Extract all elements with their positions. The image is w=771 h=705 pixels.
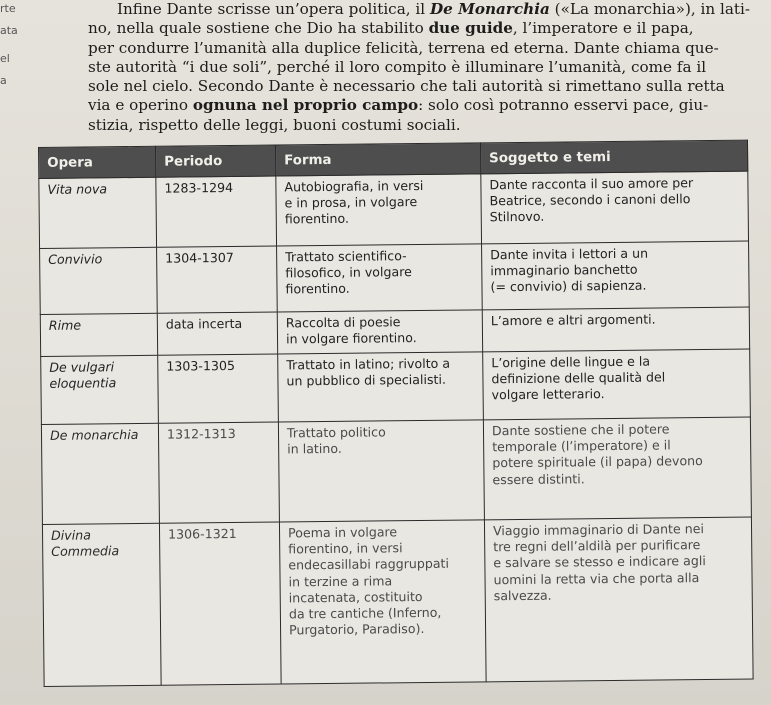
opera-line: Commedia xyxy=(51,543,120,560)
themes-line: L’origine delle lingue e la xyxy=(491,353,651,371)
period-text: 1306-1321 xyxy=(167,525,237,542)
themes-cell xyxy=(483,417,751,520)
period-cell xyxy=(157,246,278,313)
themes-line: Dante invita i lettori a un xyxy=(490,245,649,263)
header-soggetto: Soggetto e temi xyxy=(480,140,747,174)
themes-cell xyxy=(482,241,750,310)
form-line: fiorentino. xyxy=(284,211,350,227)
themes-cell xyxy=(483,349,751,420)
period-cell xyxy=(158,422,279,523)
opera-line: Rime xyxy=(48,317,82,333)
table-row xyxy=(42,517,753,686)
table-row xyxy=(39,171,749,248)
opera-cell xyxy=(41,423,159,524)
intro-line: no, nella quale sostiene che Dio ha stabilito due guide, l’imperatore e il papa, xyxy=(88,19,694,38)
form-line: in terzine a rima xyxy=(288,572,393,590)
themes-line: (= convivio) di sapienza. xyxy=(490,278,647,295)
form-cell xyxy=(278,352,484,422)
form-line: Trattato in latino; rivolto a xyxy=(286,355,451,373)
form-line: endecasillabi raggruppati xyxy=(288,556,450,573)
period-cell xyxy=(156,176,277,247)
period-cell xyxy=(157,312,277,355)
form-line: Trattato scientifico- xyxy=(285,248,407,265)
margin-fragment: el xyxy=(0,52,10,65)
opera-cell xyxy=(41,355,159,424)
intro-line: sole nel cielo. Secondo Dante è necessario che tali autorità si rimettano sulla retta xyxy=(88,77,725,96)
intro-line: stizia, rispetto delle leggi, buoni costumi sociali. xyxy=(88,115,461,134)
period-text: 1304-1307 xyxy=(165,249,234,266)
table-row xyxy=(40,307,749,356)
themes-line: e salvare se stesso e indicare agli xyxy=(493,553,706,571)
form-line: e in prosa, in volgare xyxy=(284,194,418,211)
intro-line: ste autorità “i due soli”, perché il loro compito è illuminare l’umanità, come fa il xyxy=(88,57,707,76)
form-cell xyxy=(277,310,482,354)
opera-cell xyxy=(40,247,158,314)
opera-line: Vita nova xyxy=(47,181,108,197)
form-line: incatenata, costituito xyxy=(288,588,423,606)
themes-line: immaginario banchetto xyxy=(490,261,638,279)
themes-line: essere distinti. xyxy=(492,470,585,487)
themes-line: salvezza. xyxy=(493,587,552,604)
form-line: filosofico, in volgare xyxy=(285,264,412,281)
period-text: 1312-1313 xyxy=(166,425,236,442)
themes-line: volgare letterario. xyxy=(491,386,605,403)
period-cell xyxy=(159,522,281,685)
themes-line: temporale (l’imperatore) e il xyxy=(492,437,671,455)
opera-cell xyxy=(39,177,157,248)
works-table xyxy=(38,140,753,687)
form-line: in latino. xyxy=(287,441,342,457)
themes-cell xyxy=(484,517,753,682)
table-row xyxy=(41,417,751,524)
period-text: 1283-1294 xyxy=(164,179,234,196)
opera-line: Divina xyxy=(50,527,92,543)
form-line: da tre cantiche (Inferno, xyxy=(288,604,442,622)
form-line: Autobiografia, in versi xyxy=(284,177,424,195)
margin-fragment: rte xyxy=(0,2,16,15)
themes-line: Viaggio immaginario di Dante nei xyxy=(492,521,705,539)
opera-line: De vulgari xyxy=(49,359,115,375)
intro-line: Infine Dante scrisse un’opera politica, il De Monarchia («La monarchia»), in lati- xyxy=(117,0,751,18)
period-text: 1303-1305 xyxy=(166,357,236,374)
themes-line: potere spirituale (il papa) devono xyxy=(492,453,703,471)
opera-line: De monarchia xyxy=(49,426,139,443)
intro-line: via e operino ognuna nel proprio campo: solo così potranno esservi pace, giu- xyxy=(88,96,709,115)
form-line: Trattato politico xyxy=(286,424,386,441)
header-periodo: Periodo xyxy=(155,145,275,177)
themes-line: Dante sostiene che il potere xyxy=(491,421,670,439)
opera-cell xyxy=(42,523,161,686)
form-line: un pubblico di specialisti. xyxy=(286,371,447,389)
table-row xyxy=(40,241,750,314)
themes-line: Beatrice, secondo i canoni dello xyxy=(489,191,691,209)
form-line: Purgatorio, Paradiso). xyxy=(288,621,425,638)
opera-line: Convivio xyxy=(48,251,103,267)
intro-line: per condurre l’umanità alla duplice felicità, terrena ed eterna. Dante chiama que- xyxy=(88,38,719,57)
form-line: Raccolta di poesie xyxy=(285,314,401,331)
table-row xyxy=(41,349,751,424)
header-forma: Forma xyxy=(275,143,480,176)
header-opera: Opera xyxy=(39,146,156,178)
form-line: fiorentino, in versi xyxy=(288,540,403,557)
opera-cell xyxy=(40,313,157,356)
margin-fragment: ata xyxy=(0,24,18,37)
themes-line: definizione delle qualità del xyxy=(491,369,666,387)
themes-cell xyxy=(481,171,749,244)
form-cell xyxy=(277,244,483,312)
form-line: Poema in volgare xyxy=(287,524,398,541)
form-line: in volgare fiorentino. xyxy=(285,330,417,347)
form-cell xyxy=(279,520,486,684)
form-line: fiorentino. xyxy=(285,281,350,297)
form-cell xyxy=(276,174,482,246)
opera-line: eloquentia xyxy=(49,375,117,392)
themes-line: uomini la retta via che porta alla xyxy=(493,569,700,587)
themes-cell xyxy=(482,307,749,352)
period-text: data incerta xyxy=(165,315,243,332)
intro-paragraph xyxy=(88,0,768,135)
margin-fragment: a xyxy=(0,74,7,87)
form-cell xyxy=(278,420,484,522)
themes-line: tre regni dell’aldilà per purificare xyxy=(493,537,701,555)
themes-line: Dante racconta il suo amore per xyxy=(489,175,694,193)
themes-line: Stilnovo. xyxy=(489,209,545,225)
themes-line: L’amore e altri argomenti. xyxy=(490,311,656,329)
period-cell xyxy=(158,354,279,423)
